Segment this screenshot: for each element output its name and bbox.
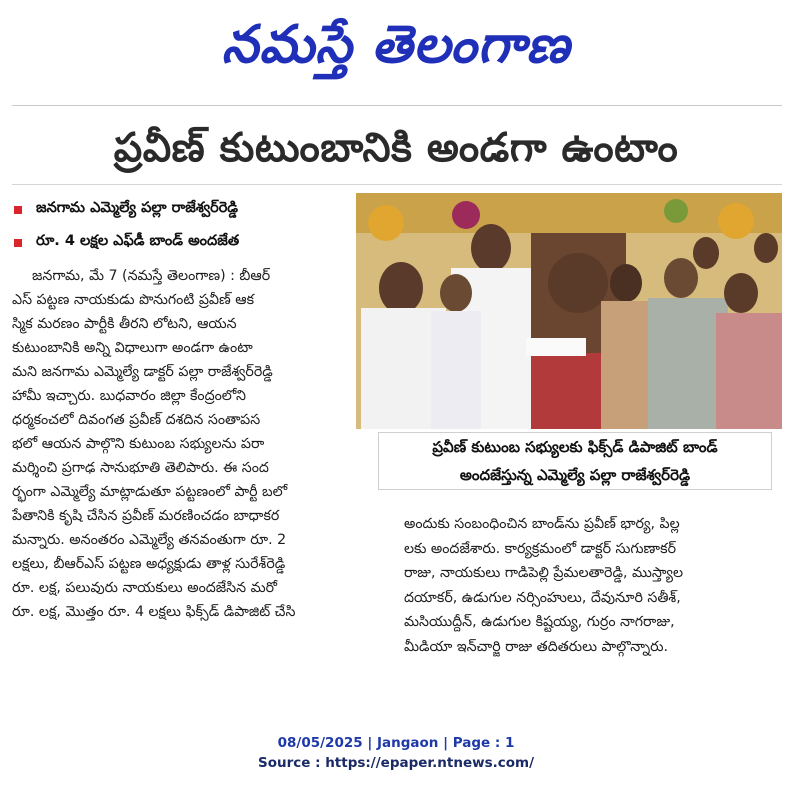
body-line: మర్శించి ప్రగాఢ సానుభూతి తెలిపారు. ఈ సంద [12,460,269,476]
subheadline-text: రూ. 4 లక్షల ఎఫ్‌డీ బాండ్ అందజేత [36,232,240,249]
newspaper-title: నమస్తే తెలంగాణ [221,15,571,75]
divider [12,184,782,185]
bullet-square-icon [14,206,22,214]
body-line: అందుకు సంబంధించిన బాండ్‌ను ప్రవీణ్ భార్య, పిల్ల [404,516,680,532]
page-footer [0,733,792,773]
body-line: కుటుంబానికి అన్ని విధాలుగా అండగా ఉంటా [12,340,253,356]
body-line: రాజు, నాయకులు గాడిపెల్లి ప్రేమలతారెడ్డి, ముస్త్యాల [404,565,684,581]
photo-caption [378,432,772,490]
subheadline-item [14,226,354,259]
article-body-left-column [12,264,384,624]
body-line: ర్భంగా ఎమ్మెల్యే మాట్లాడుతూ పట్టణంలో పార్టీ బలో [12,484,288,500]
body-line: స్మిక మరణం పార్టీకి తీరని లోటని, ఆయన [12,316,237,332]
body-line: జనగామ, మే 7 (నమస్తే తెలంగాణ) : బీఆర్ [32,268,271,284]
subheadline-item [14,193,354,226]
article-headline: ప్రవీణ్ కుటుంబానికి అండగా ఉంటాం [113,125,679,171]
body-line: మీడియా ఇన్‌చార్జి రాజు తదితరులు పాల్గొన్నారు. [404,638,668,655]
caption-line: ప్రవీణ్ కుటుంబ సభ్యులకు ఫిక్స్‌డ్ డిపాజిట్ బాండ్ [432,438,718,456]
subheadline-list [14,193,354,259]
body-line: లక్షలు, బీఆర్‌ఎస్ పట్టణ అధ్యక్షుడు తాళ్ల సురేశ్‌రెడ్డి [12,556,286,572]
subheadline-text: జనగామ ఎమ్మెల్యే పల్లా రాజేశ్వర్‌రెడ్డి [36,199,239,216]
divider [12,105,782,106]
body-line: భలో ఆయన పాల్గొని కుటుంబ సభ్యులను పరా [12,436,265,452]
body-line: దయాకర్, ఉడుగుల నర్సింహులు, దేవునూరి సతీశ్, [404,589,681,606]
caption-line: అందజేస్తున్న ఎమ్మెల్యే పల్లా రాజేశ్వర్‌రెడ్డి [459,466,691,484]
body-line: ధర్మకంచలో దివంగత ప్రవీణ్ దశదిన సంతాపస [12,412,261,428]
body-line: హామీ ఇచ్చారు. బుధవారం జిల్లా కేంద్రంలోని [12,388,247,404]
article-body-right-column [404,512,776,659]
news-photo [356,193,782,429]
photo-illustration [356,193,782,429]
body-line: రూ. లక్ష, పలువురు నాయకులు అందజేసిన మరో [12,580,277,596]
bullet-square-icon [14,239,22,247]
body-line: రూ. లక్ష, మొత్తం రూ. 4 లక్షలు ఫిక్స్‌డ్ డిపాజిట్ చేసి [12,604,296,620]
body-line: పేతానికి కృషి చేసిన ప్రవీణ్ మరణించడం బాధాకర [12,508,280,524]
body-line: ఎస్ పట్టణ నాయకుడు పొనుగంటి ప్రవీణ్ ఆక [12,292,254,308]
body-line: మసియుద్దీన్, ఉడుగుల కిష్టయ్య, గుర్రం నాగరాజు, [404,614,675,630]
body-line: లకు అందజేశారు. కార్యక్రమంలో డాక్టర్ సుగుణాకర్ [404,540,676,557]
masthead [0,6,792,84]
edition-info: 08/05/2025 | Jangaon | Page : 1 [277,735,515,751]
body-line: మని జనగామ ఎమ్మెల్యే డాక్టర్ పల్లా రాజేశ్వర్‌రెడ్డి [12,364,273,380]
source-link[interactable]: Source : https://epaper.ntnews.com/ [257,755,535,771]
body-line: మన్నారు. అనంతరం ఎమ్మెల్యే తనవంతుగా రూ. 2 [12,532,287,548]
